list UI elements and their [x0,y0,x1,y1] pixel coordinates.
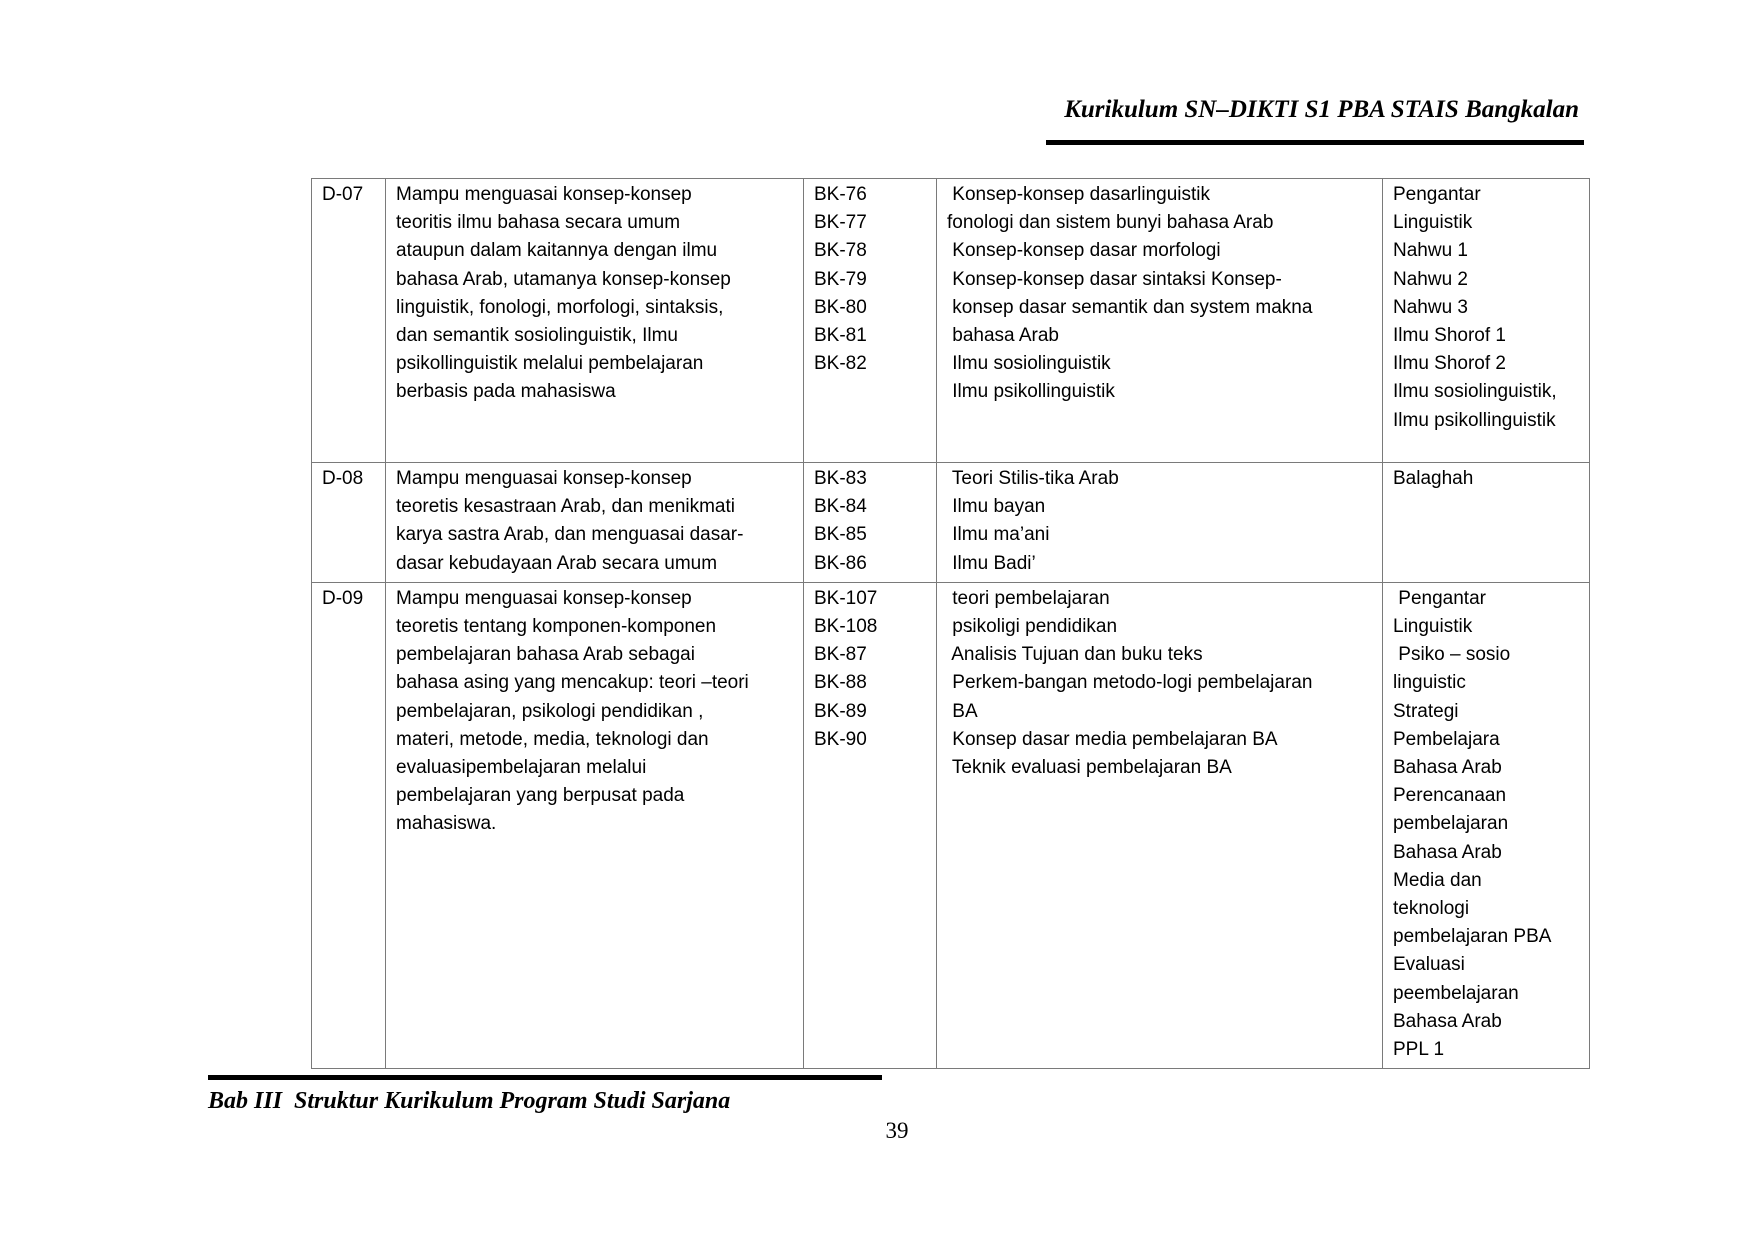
cell-line: linguistik, fonologi, morfologi, sintaksis, [396,296,724,318]
bk-cell [804,179,937,463]
cell-line: Teori Stilis-tika Arab [947,468,1119,489]
courses-cell [1383,463,1590,583]
cell-line: dan semantik sosiolinguistik, Ilmu [396,325,678,347]
code-text: D-07 [322,184,364,205]
code-cell [312,179,386,463]
cell-line: Ilmu Badi’ [947,552,1036,574]
cell-line: dasar kebudayaan Arab secara umum [396,552,718,574]
cell-line: Bahasa Arab [1393,841,1502,863]
cell-line: bahasa Arab [947,325,1059,347]
cell-line: Bahasa Arab [1393,757,1502,779]
table-row [312,179,1590,463]
footer-rule [208,1075,882,1080]
table-row [312,463,1590,583]
cell-line: Konsep-konsep dasar sintaksi Konsep- [947,268,1282,290]
description-cell [386,582,804,1068]
code-text: D-08 [322,468,364,489]
cell-line: Analisis Tujuan dan buku teks [947,644,1203,666]
cell-line: Ilmu ma’ani [947,524,1050,546]
cell-line: teori pembelajaran [947,587,1110,609]
cell-line: materi, metode, media, teknologi dan [396,728,709,750]
cell-line: Pengantar [1393,184,1481,205]
curriculum-table-body [312,179,1590,1069]
cell-line: BK-83 [814,468,867,489]
cell-line: teoretis tentang komponen-komponen [396,616,717,638]
header-rule [1046,140,1584,145]
bk-cell [804,582,937,1068]
cell-line: mahasiswa. [396,813,497,835]
cell-line: BK-81 [814,325,867,347]
cell-line: Bahasa Arab [1393,1010,1502,1032]
cell-line: Mampu menguasai konsep-konsep [396,184,692,205]
cell-line: psikollinguistik melalui pembelajaran [396,353,704,375]
cell-line: Nahwu 3 [1393,296,1468,318]
cell-line: Teknik evaluasi pembelajaran BA [947,757,1232,779]
cell-line: PPL 1 [1393,1039,1445,1061]
cell-line: BK-82 [814,353,867,375]
cell-line: linguistic [1393,672,1466,694]
cell-line: Pengantar [1393,587,1486,609]
cell-line: Media dan [1393,869,1482,891]
cell-line: pembelajaran [1393,813,1509,835]
cell-line: bahasa asing yang mencakup: teori –teori [396,672,749,694]
cell-line: BK-88 [814,672,867,694]
cell-line: pembelajaran yang berpusat pada [396,785,685,807]
cell-line: Linguistik [1393,616,1473,638]
cell-line: Ilmu psikollinguistik [947,381,1115,403]
cell-line: Evaluasi [1393,954,1465,976]
cell-line: bahasa Arab, utamanya konsep-konsep [396,268,731,290]
topics-cell [937,463,1383,583]
cell-line: Ilmu Shorof 1 [1393,325,1506,347]
topics-cell [937,179,1383,463]
cell-line: teknologi [1393,898,1470,920]
cell-line: Nahwu 1 [1393,240,1468,262]
cell-line: Perencanaan [1393,785,1507,807]
cell-line: psikoligi pendidikan [947,616,1118,638]
cell-line: evaluasipembelajaran melalui [396,757,647,779]
chapter-footer-title: Bab III Struktur Kurikulum Program Studi Sarjana [208,1088,731,1114]
description-cell [386,463,804,583]
cell-line: BK-84 [814,496,867,518]
cell-line: BK-90 [814,728,867,750]
cell-line: pembelajaran, psikologi pendidikan , [396,700,704,722]
cell-line: Linguistik [1393,212,1473,234]
cell-line: Ilmu bayan [947,496,1046,518]
code-text: D-09 [322,587,364,609]
cell-line: konsep dasar semantik dan system makna [947,296,1313,318]
cell-line: Balaghah [1393,468,1474,489]
cell-line: peembelajaran [1393,982,1519,1004]
curriculum-table [311,178,1590,1069]
cell-line: Mampu menguasai konsep-konsep [396,587,692,609]
bk-cell [804,463,937,583]
cell-line: karya sastra Arab, dan menguasai dasar- [396,524,744,546]
cell-line: teoritis ilmu bahasa secara umum [396,212,681,234]
cell-line: BK-107 [814,587,878,609]
description-cell [386,179,804,463]
cell-line: BK-79 [814,268,867,290]
cell-line: Strategi [1393,700,1459,722]
code-cell [312,582,386,1068]
topics-cell [937,582,1383,1068]
running-header-title: Kurikulum SN–DIKTI S1 PBA STAIS Bangkalan [1064,96,1579,123]
table-row [312,582,1590,1068]
cell-line: Psiko – sosio [1393,644,1511,666]
cell-line: berbasis pada mahasiswa [396,381,616,403]
cell-line: BK-89 [814,700,867,722]
cell-line: teoretis kesastraan Arab, dan menikmati [396,496,736,518]
cell-line: Mampu menguasai konsep-konsep [396,468,692,489]
cell-line: Pembelajara [1393,728,1500,750]
cell-line: pembelajaran bahasa Arab sebagai [396,644,695,666]
cell-line: BK-80 [814,296,867,318]
cell-line: BK-85 [814,524,867,546]
cell-line: Ilmu sosiolinguistik, [1393,381,1557,403]
cell-line: BK-108 [814,616,878,638]
cell-line: BK-87 [814,644,867,666]
cell-line: Ilmu sosiolinguistik [947,353,1111,375]
courses-cell [1383,179,1590,463]
cell-line: BA [947,700,978,722]
cell-line: BK-78 [814,240,867,262]
code-cell [312,463,386,583]
cell-line: ataupun dalam kaitannya dengan ilmu [396,240,718,262]
cell-line: Nahwu 2 [1393,268,1468,290]
page-number: 39 [885,1118,909,1143]
cell-line: Konsep-konsep dasar morfologi [947,240,1221,262]
cell-line: Konsep-konsep dasarlinguistik [947,184,1210,205]
cell-line: BK-76 [814,184,867,205]
cell-line: BK-77 [814,212,867,234]
courses-cell [1383,582,1590,1068]
cell-line: Konsep dasar media pembelajaran BA [947,728,1278,750]
cell-line: pembelajaran PBA [1393,926,1552,948]
cell-line: Ilmu Shorof 2 [1393,353,1506,375]
cell-line: Ilmu psikollinguistik [1393,409,1556,431]
cell-line: BK-86 [814,552,867,574]
cell-line: Perkem-bangan metodo-logi pembelajaran [947,672,1313,694]
cell-line: fonologi dan sistem bunyi bahasa Arab [947,212,1274,234]
